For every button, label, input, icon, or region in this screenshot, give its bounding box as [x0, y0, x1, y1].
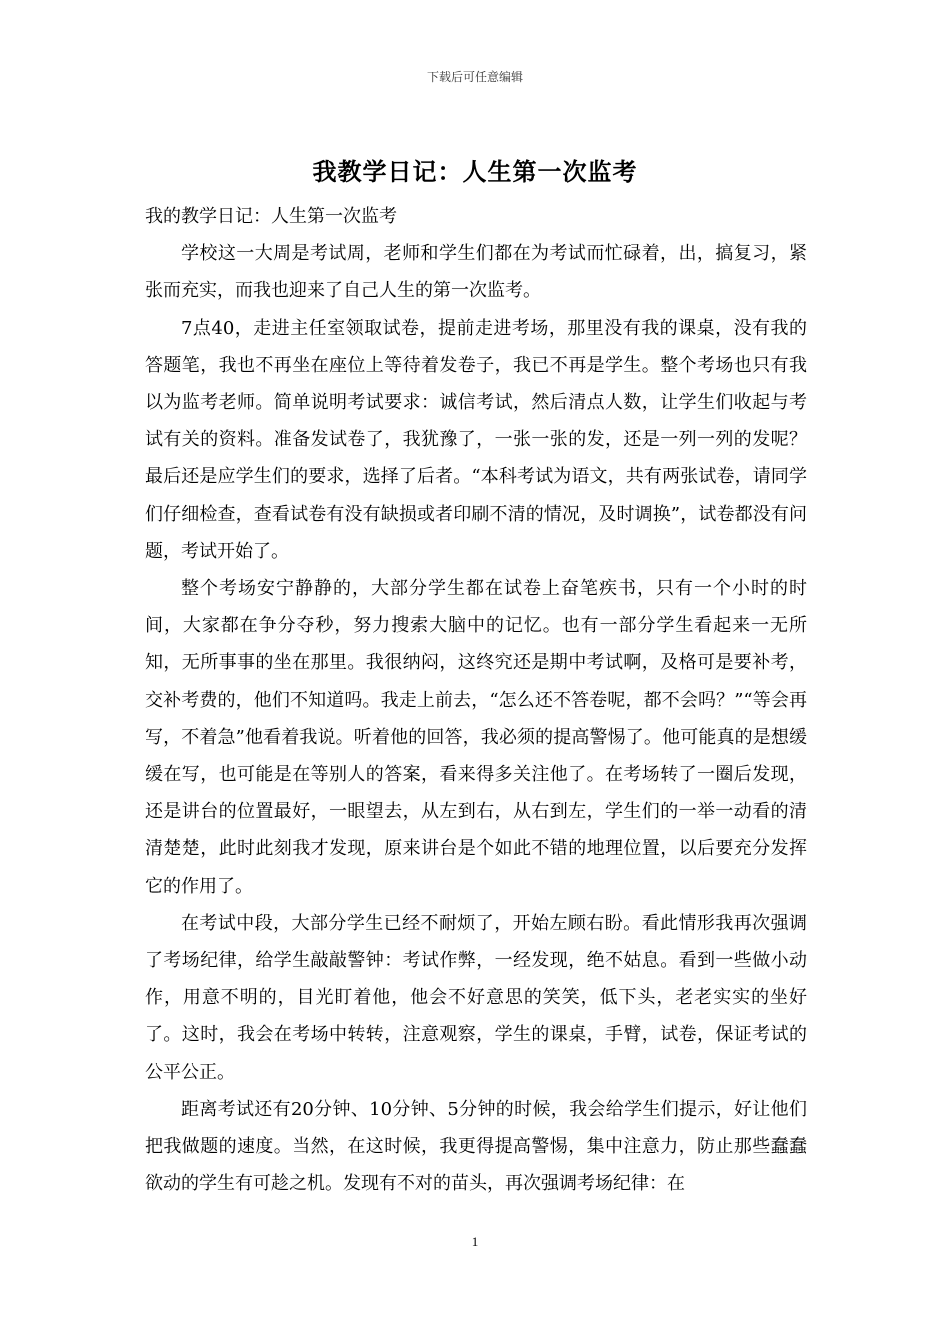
paragraph: 在考试中段，大部分学生已经不耐烦了，开始左顾右盼。看此情形我再次强调了考场纪律，给学生敲敲警钟：考试作弊，一经发现，绝不姑息。看到一些做小动作，用意不明的，目光盯着他，他会不好意思的笑笑，低下头，老老实实的坐好了。这时，我会在考场中转转，注意观察，学生的课桌，手臂，试卷，保证考试的公平公正。: [145, 912, 807, 1083]
paragraph: 距离考试还有20分钟、10分钟、5分钟的时候，我会给学生们提示，好让他们把我做题的速度。当然，在这时候，我更得提高警惕，集中注意力，防止那些蠢蠢欲动的学生有可趁之机。发现有不对的苗头，再次强调考场纪律：在: [145, 1098, 807, 1195]
paragraph: 学校这一大周是考试周，老师和学生们都在为考试而忙碌着，出，搞复习，紧张而充实，而我也迎来了自己人生的第一次监考。: [145, 243, 807, 302]
document-subtitle: 我的教学日记：人生第一次监考: [145, 206, 397, 227]
document-title: 我教学日记：人生第一次监考: [312, 158, 638, 186]
paragraph: 整个考场安宁静静的，大部分学生都在试卷上奋笔疾书，只有一个小时的时间，大家都在争分夺秒，努力搜索大脑中的记忆。也有一部分学生看起来一无所知，无所事事的坐在那里。我很纳闷，这终究还是期中考试啊，及格可是要补考，交补考费的，他们不知道吗。我走上前去，“怎么还不答卷呢，都不会吗？”“等会再写，不着急”他看着我说。听着他的回答，我必须的提高警惕了。他可能真的是想缓缓在写，也可能是在等别人的答案，看来得多关注他了。在考场转了一圈后发现，还是讲台的位置最好，一眼望去，从左到右，从右到左，学生们的一举一动看的清清楚楚，此时此刻我才发现，原来讲台是个如此不错的地理位置，以后要充分发挥它的作用了。: [145, 578, 807, 897]
page-number: 1: [471, 1234, 479, 1249]
paragraph: 7点40，走进主任室领取试卷，提前走进考场，那里没有我的课桌，没有我的答题笔，我也不再坐在座位上等待着发卷子，我已不再是学生。整个考场也只有我以为监考老师。简单说明考试要求：诚信考试，然后清点人数，让学生们收起与考试有关的资料。准备发试卷了，我犹豫了，一张一张的发，还是一列一列的发呢？最后还是应学生们的要求，选择了后者。“本科考试为语文，共有两张试卷，请同学们仔细检查，查看试卷有没有缺损或者印刷不清的情况，及时调换”，试卷都没有问题，考试开始了。: [145, 317, 807, 562]
header-note: 下载后可任意编辑: [426, 70, 523, 84]
document-body: [145, 198, 807, 1202]
